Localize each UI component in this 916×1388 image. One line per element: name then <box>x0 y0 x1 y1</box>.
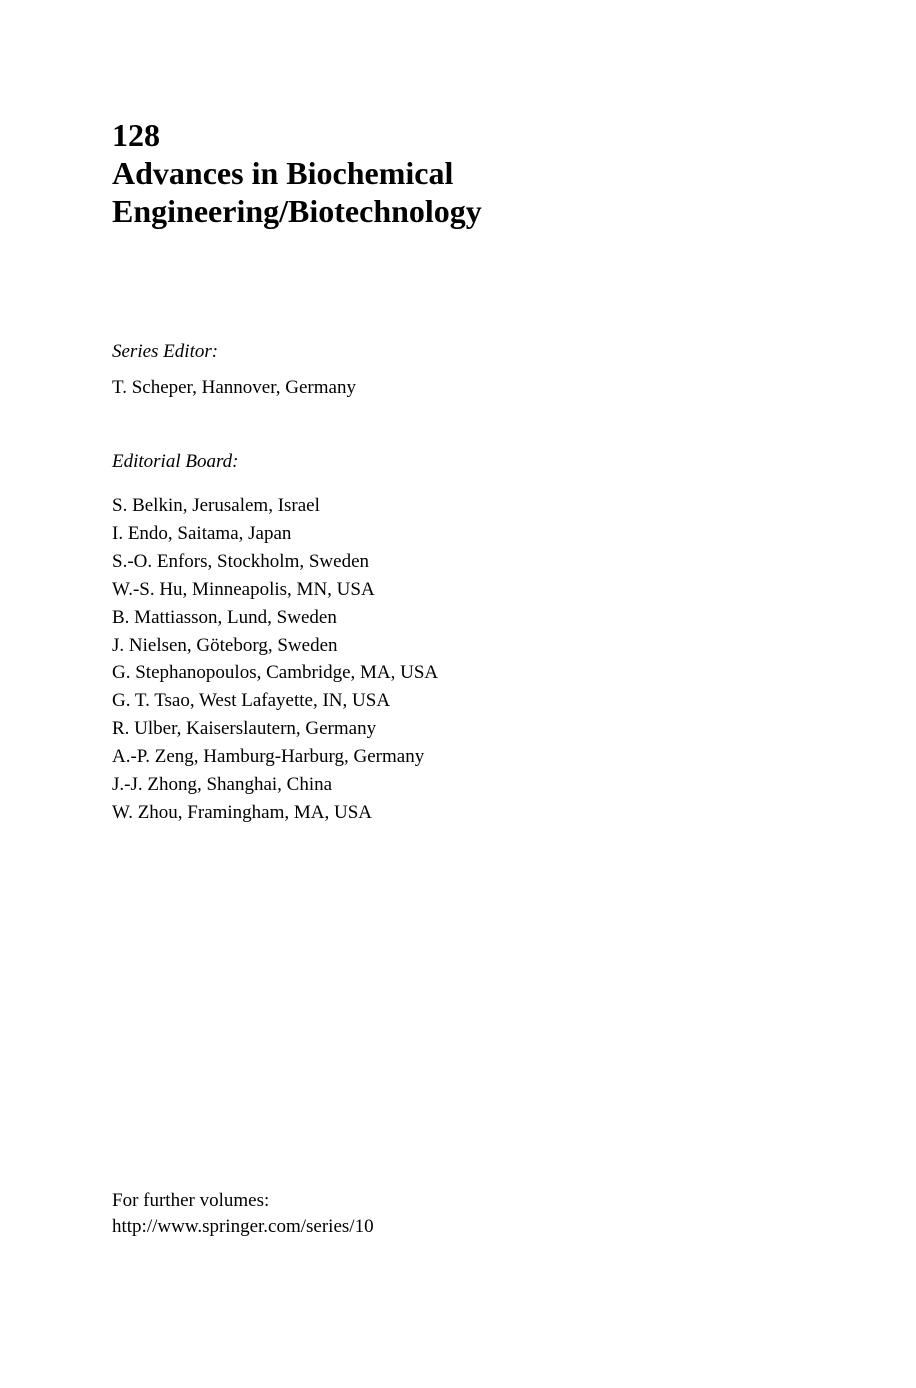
board-member: A.-P. Zeng, Hamburg-Harburg, Germany <box>112 746 425 768</box>
board-member: W. Zhou, Framingham, MA, USA <box>112 801 373 823</box>
board-member: S. Belkin, Jerusalem, Israel <box>112 495 320 516</box>
board-member: G. Stephanopoulos, Cambridge, MA, USA <box>112 662 439 684</box>
board-member: S.-O. Enfors, Stockholm, Sweden <box>112 550 370 572</box>
further-volumes-label: For further volumes: <box>112 1190 270 1211</box>
volume-number: 128 <box>112 117 160 153</box>
editorial-board-label: Editorial Board: <box>112 451 239 472</box>
series-title-line-2: Engineering/Biotechnology <box>112 193 482 229</box>
board-member: I. Endo, Saitama, Japan <box>112 522 292 544</box>
board-member: J. Nielsen, Göteborg, Sweden <box>112 634 338 656</box>
board-member: J.-J. Zhong, Shanghai, China <box>112 774 333 796</box>
board-member: G. T. Tsao, West Lafayette, IN, USA <box>112 690 391 712</box>
series-title-line-1: Advances in Biochemical <box>112 155 454 191</box>
further-volumes <box>112 1188 374 1240</box>
series-editor-name: T. Scheper, Hannover, Germany <box>112 377 356 398</box>
series-editor-label: Series Editor: <box>112 341 219 362</box>
editorial-board-list <box>112 492 438 827</box>
series-title-block <box>112 116 482 230</box>
board-member: W.-S. Hu, Minneapolis, MN, USA <box>112 578 375 600</box>
board-member: R. Ulber, Kaiserslautern, Germany <box>112 718 377 740</box>
further-volumes-url[interactable]: http://www.springer.com/series/10 <box>112 1216 374 1237</box>
board-member: B. Mattiasson, Lund, Sweden <box>112 606 337 628</box>
